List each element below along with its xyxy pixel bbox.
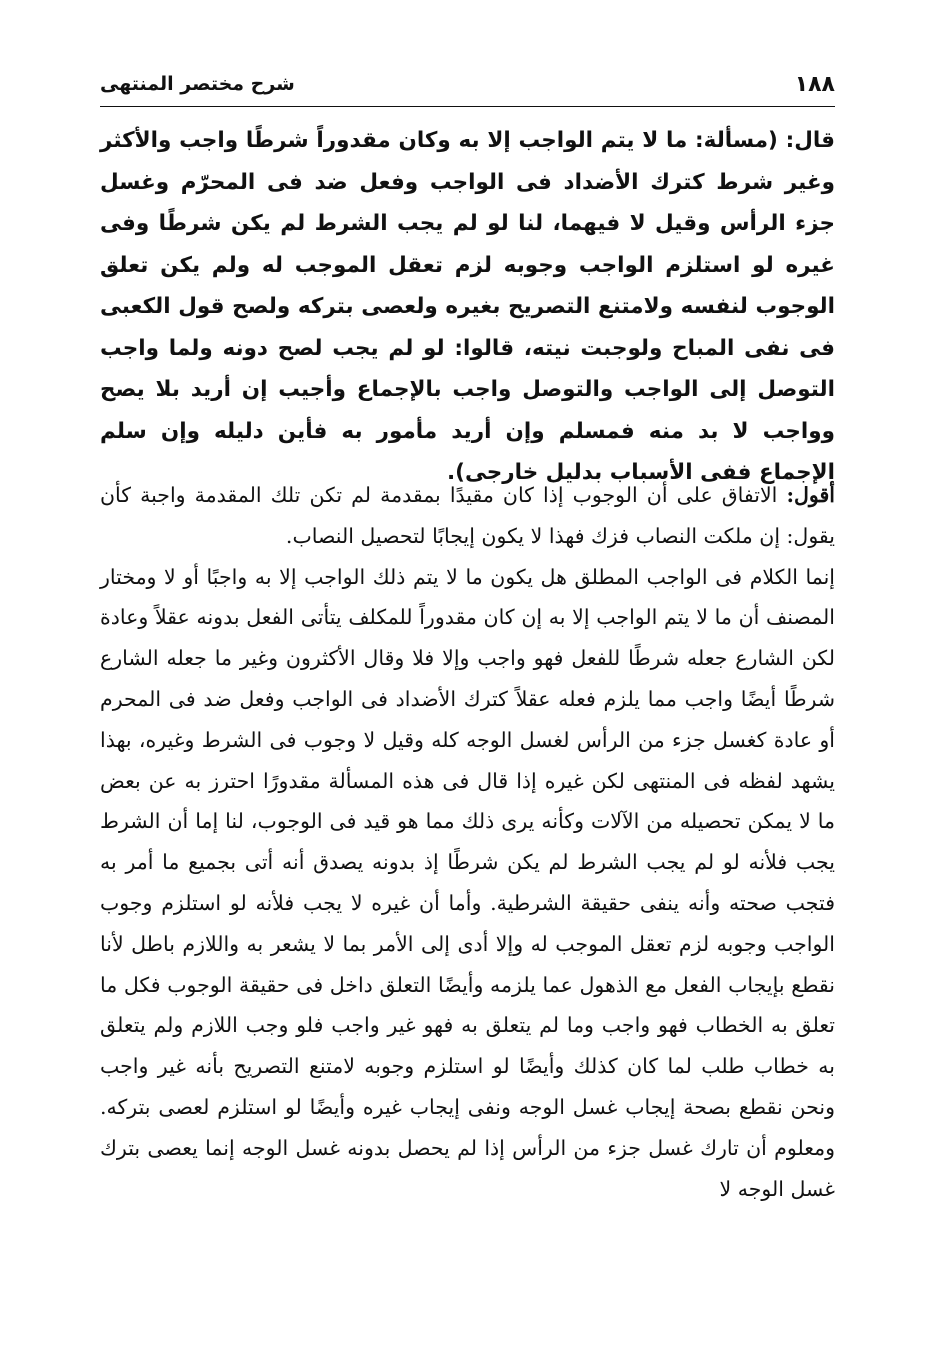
matn-text: (مسألة: ما لا يتم الواجب إلا به وكان مقدوراً شرطًا واجب والأكثر وغير شرط كترك الأضداد فى الواجب وفعل ضد فى المحرّم وغسل جزء الرأس وقيل لا فيهما، لنا لو لم يجب الشرط لم يكن شرطًا وفى غيره لو استلزم الواجب وجوبه لزم تعقل الموجب له ولم يكن تعلق الوجوب لنفسه ولامتنع التصريح بغيره ولعصى بتركه ولصح قول الكعبى فى نفى المباح ولوجبت نيته، قالوا: لو لم يجب لصح دونه ولما واجب التوصل إلى الواجب والتوصل واجب بالإجماع وأجيب إن أريد بلا يصح وواجب لا بد منه فمسلم وإن أريد مأمور به فأين دليله وإن سلم الإجماع ففى الأسباب بدليل خارجى). — [100, 128, 835, 485]
matn-lead-word: قال: — [785, 128, 835, 153]
document-page — [100, 0, 835, 1365]
sharh-commentary — [100, 475, 835, 1209]
sharh-lead-word: أقول: — [786, 483, 835, 507]
sharh-paragraph-2: إنما الكلام فى الواجب المطلق هل يكون ما لا يتم ذلك الواجب إلا به واجبًا أو لا ومختار المصنف أن ما لا يتم الواجب إلا به إن كان مقدوراً للمكلف يتأتى الفعل بدونه عقلاً وعادة لكن الشارع جعله شرطًا للفعل فهو واجب وإلا فلا وقال الأكثرون وغير ما جعله الشارع شرطًا أيضًا واجب مما يلزم فعله عقلاً كترك الأضداد فى الواجب وفعل ضد فى المحرم أو عادة كغسل جزء من الرأس لغسل الوجه كله وقيل لا وجوب فى الشرط وغيره، بهذا يشهد لفظه فى المنتهى لكن غيره إذا قال فى هذه المسألة مقدورًا احترز به عن بعض ما لا يمكن تحصيله من الآلات وكأنه يرى ذلك مما هو قيد فى الوجوب، لنا إما أن الشرط يجب فلأنه لو لم يجب الشرط لم يكن شرطًا إذ بدونه يصدق أنه أتى بجميع ما أمر به فتجب صحته وأنه ينفى حقيقة الشرطية. وأما أن غيره لا يجب فلأنه لو استلزم وجوب الواجب وجوبه لزم تعقل الموجب له وإلا أدى إلى الأمر بما لا يشعر به واللازم باطل لأنا نقطع بإيجاب الفعل مع الذهول عما يلزمه وأيضًا التعلق داخل فى حقيقة الوجوب فكل ما تعلق به الخطاب فهو واجب وما لم يتعلق به فهو غير واجب فلو وجب اللازم ولم يتعلق به خطاب طلب لما كان كذلك وأيضًا لو استلزم وجوبه لامتنع التصريح بأنه غير واجب ونحن نقطع بصحة إيجاب غسل الوجه ونفى إيجاب غيره وأيضًا لو استلزم لعصى بتركه. ومعلوم أن تارك غسل جزء من الرأس إذا لم يحصل بدونه غسل الوجه إنما يعصى بترك غسل الوجه لا — [100, 564, 836, 1201]
sharh-paragraph-1-text: الاتفاق على أن الوجوب إذا كان مقيدًا بمقدمة لم تكن تلك المقدمة واجبة كأن يقول: إن ملكت النصاب فزك فهذا لا يكون إيجابًا لتحصيل النصاب. — [100, 483, 835, 548]
matn-paragraph — [100, 120, 835, 494]
sharh-paragraph-1 — [100, 475, 835, 557]
page-number: ١٨٨ — [794, 71, 835, 97]
running-title: شرح مختصر المنتهى — [100, 73, 295, 95]
page-header — [100, 62, 835, 107]
